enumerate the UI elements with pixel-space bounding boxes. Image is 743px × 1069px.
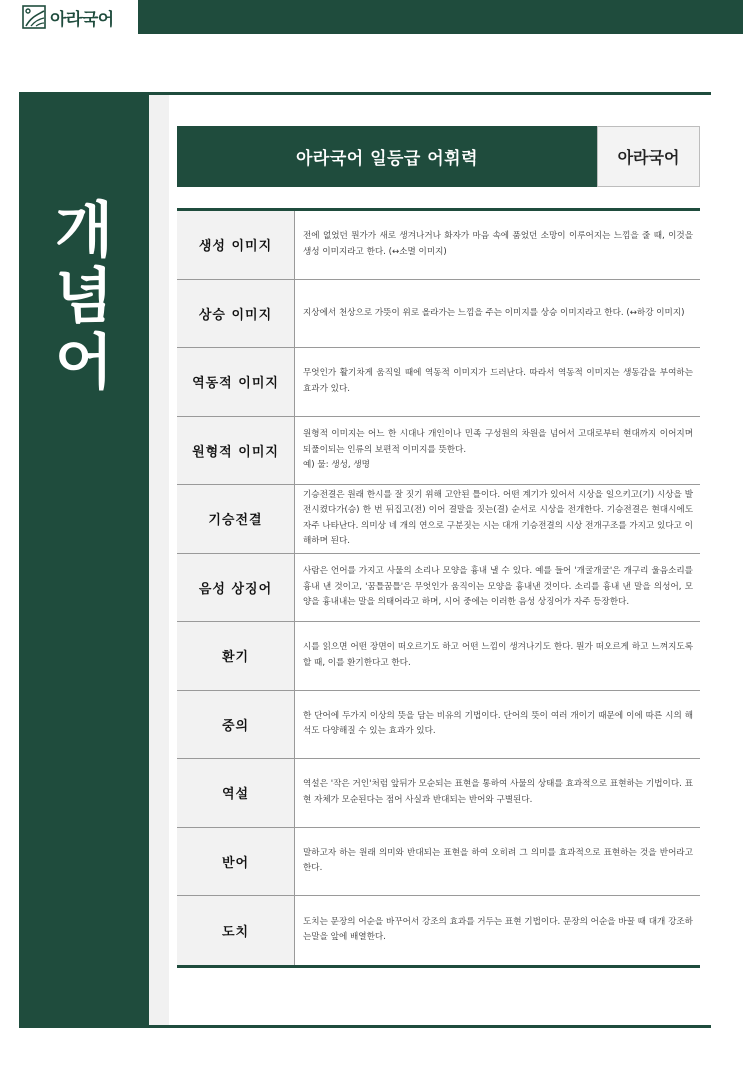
side-title-char: 개 xyxy=(55,196,113,266)
term-row xyxy=(177,622,700,691)
term-definition xyxy=(295,554,700,622)
term-name: 음성 상징어 xyxy=(177,554,295,622)
term-definition-text: 전에 없었던 뭔가가 새로 생겨나거나 화자가 마음 속에 품었던 소망이 이루어지는 느낌을 줄 때, 이것을 생성 이미지라고 한다. (↔소멸 이미지) xyxy=(303,231,693,257)
term-definition xyxy=(295,759,700,827)
terms-table xyxy=(177,208,700,968)
header-tag: 아라국어 xyxy=(597,126,700,187)
term-definition xyxy=(295,485,700,553)
term-definition xyxy=(295,896,700,965)
term-definition-text: 말하고자 하는 원래 의미와 반대되는 표현을 하여 오히려 그 의미를 효과적으로 표현하는 것을 반어라고 한다. xyxy=(303,847,693,874)
side-title-char: 념 xyxy=(55,262,113,332)
term-definition xyxy=(295,211,700,279)
term-definition xyxy=(295,828,700,896)
brand-leaf-icon xyxy=(22,5,46,29)
term-row xyxy=(177,280,700,349)
term-definition-text: 기승전결은 원래 한시를 잘 짓기 위해 고안된 틀이다. 어떤 계기가 있어서 시상을 일으키고(기) 시상을 발전시켰다가(승) 한 번 뒤집고(전) 이어 결말을 짓는(결) 순서로 시상을 전개한다. 기승전결은 현대시에도 자주 나타난다. 의미상 네 개의 연으로 구분짓는 시는 대개 기승전결의 시상 전개구조를 가지고 있다고 이해하며 된다. xyxy=(303,489,693,547)
term-row xyxy=(177,828,700,897)
term-name: 중의 xyxy=(177,691,295,759)
term-definition xyxy=(295,622,700,690)
term-row xyxy=(177,211,700,280)
term-definition xyxy=(295,348,700,416)
brand-logo xyxy=(0,0,138,34)
term-name: 반어 xyxy=(177,828,295,896)
brand-name: 아라국어 xyxy=(50,9,114,30)
term-definition xyxy=(295,417,700,485)
term-definition-text: 사람은 언어를 가지고 사물의 소리나 모양을 흉내 낼 수 있다. 예를 들어 '개굴개굴'은 개구리 울음소리를 흉내 낸 것이고, '꿈틀꿈틀'은 무엇인가 움직이는 모양을 흉내낸 것이다. 소리를 흉내 낸 말을 의성어, 모양을 흉내내는 말을 의태어라고 하며, 시어 중에는 이러한 음성 상징어가 자주 등장한다. xyxy=(303,566,693,607)
term-definition-text: 원형적 이미지는 어느 한 시대나 개인이나 민족 구성원의 차원을 넘어서 고대로부터 현대까지 이어지며 되풀이되는 인류의 보편적 이미지를 뜻한다. 예) 물: 생성, 생명 xyxy=(303,429,693,470)
term-row xyxy=(177,554,700,623)
term-definition-text: 지상에서 천상으로 가뜻이 위로 올라가는 느낌을 주는 이미지를 상승 이미지라고 한다. (↔하강 이미지) xyxy=(303,307,685,318)
term-name: 원형적 이미지 xyxy=(177,417,295,485)
term-name: 상승 이미지 xyxy=(177,280,295,348)
top-bar xyxy=(0,0,743,34)
term-row xyxy=(177,759,700,828)
term-definition-text: 무엇인가 활기차게 움직일 때에 역동적 이미지가 드러난다. 따라서 역동적 이미지는 생동감을 부여하는 효과가 있다. xyxy=(303,368,693,394)
term-definition-text: 한 단어에 두가지 이상의 뜻을 담는 비유의 기법이다. 단어의 뜻이 여러 개이기 때문에 이에 따른 시의 해석도 다양해질 수 있는 효과가 있다. xyxy=(303,710,693,737)
term-definition xyxy=(295,280,700,348)
term-definition-text: 역설은 '작은 거인'처럼 앞뒤가 모순되는 표현을 통하여 사물의 상태를 효과적으로 표현하는 기법이다. 표현 자체가 모순된다는 점어 사실과 반대되는 반어와 구별된다. xyxy=(303,779,693,805)
term-name: 역설 xyxy=(177,759,295,827)
term-name: 기승전결 xyxy=(177,485,295,553)
term-row xyxy=(177,896,700,965)
term-row xyxy=(177,691,700,760)
term-definition-text: 시를 읽으면 어떤 장면이 떠오르기도 하고 어떤 느낌이 생겨나기도 한다. 뭔가 떠오르게 하고 느껴지도록 할 때, 이를 환기한다고 한다. xyxy=(303,642,693,668)
side-title xyxy=(19,198,149,396)
term-row xyxy=(177,348,700,417)
term-definition-text: 도치는 문장의 어순을 바꾸어서 강조의 효과를 거두는 표현 기법이다. 문장의 어순을 바꿀 때 대개 강조하는말을 앞에 배열한다. xyxy=(303,916,693,943)
page-title: 아라국어 일등급 어휘력 xyxy=(177,126,597,187)
term-row xyxy=(177,485,700,554)
term-name: 도치 xyxy=(177,896,295,965)
term-name: 역동적 이미지 xyxy=(177,348,295,416)
term-name: 생성 이미지 xyxy=(177,211,295,279)
side-title-char: 어 xyxy=(55,328,113,398)
term-definition xyxy=(295,691,700,759)
term-name: 환기 xyxy=(177,622,295,690)
term-row xyxy=(177,417,700,486)
